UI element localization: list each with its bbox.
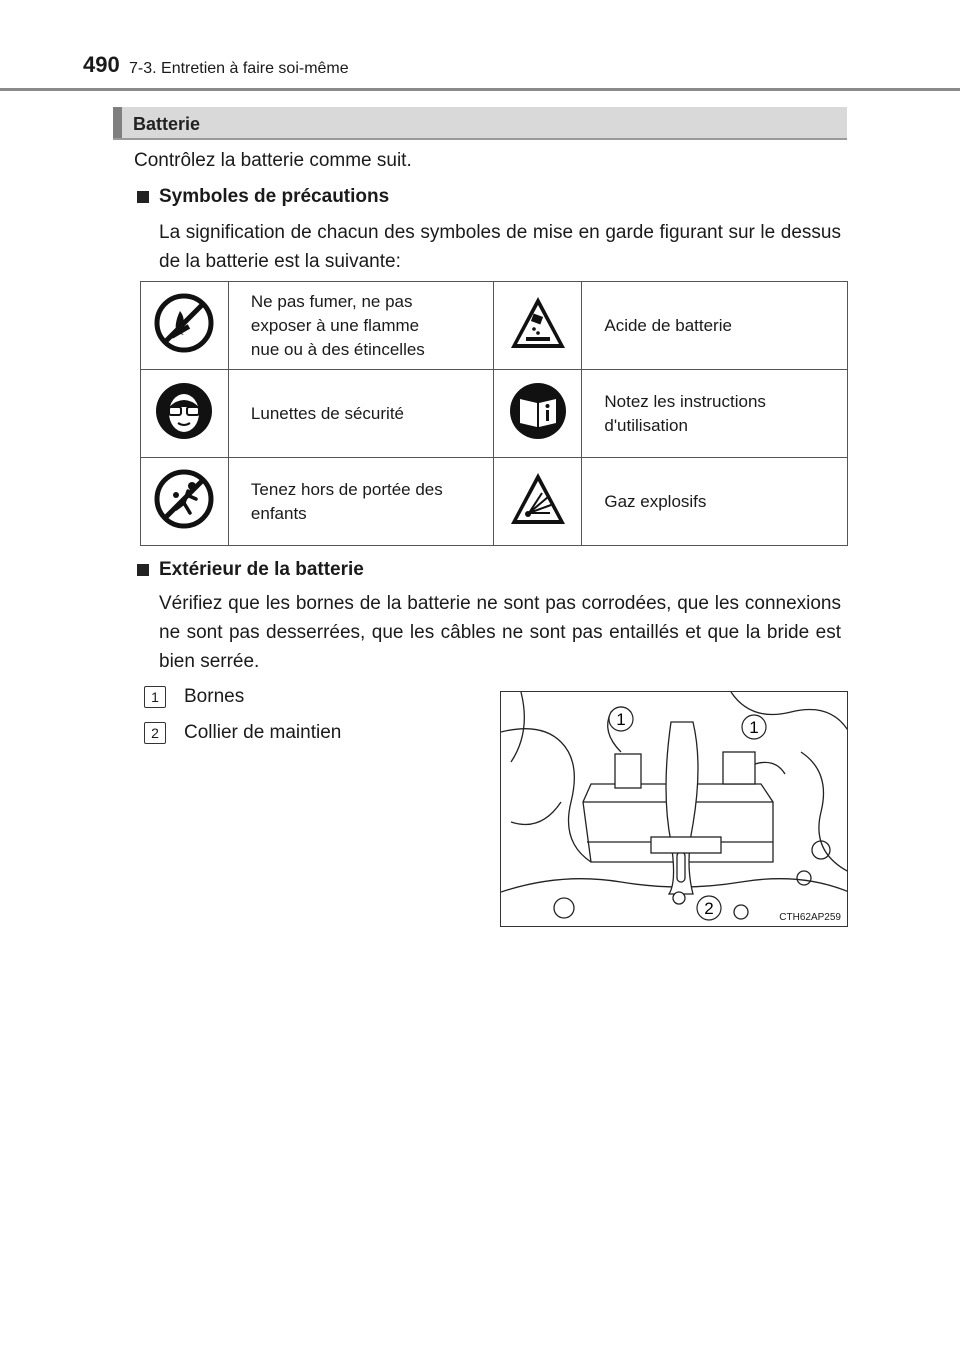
legend-label: Collier de maintien (184, 722, 342, 743)
symbol-description (582, 370, 848, 458)
symbol-line: Lunettes de sécurité (250, 403, 405, 423)
table-row (141, 370, 848, 458)
callout-label: 1 (749, 718, 759, 737)
no-smoking-flame-icon (154, 293, 214, 353)
battery-acid-icon (508, 293, 568, 353)
icon-cell (141, 370, 229, 458)
symbols-heading-text: Symboles de précautions (159, 186, 390, 207)
symbol-line: enfants (250, 503, 307, 523)
figure-code: CTH62AP259 (779, 912, 841, 923)
table-row (141, 458, 848, 546)
bullet-square-icon (137, 191, 149, 203)
legend-item (144, 686, 244, 708)
symbol-description (582, 282, 848, 370)
section-accent (113, 107, 122, 138)
exterior-heading-text: Extérieur de la batterie (159, 559, 364, 580)
symbol-line: Tenez hors de portée des (250, 479, 443, 499)
battery-drawing (501, 692, 848, 927)
symbol-line: exposer à une flamme (250, 315, 420, 335)
symbols-heading (137, 186, 389, 208)
callout-label: 1 (616, 710, 626, 729)
exterior-heading (137, 559, 364, 581)
battery-illustration (500, 691, 848, 927)
exterior-description: Vérifiez que les bornes de la batterie ne sont pas corrodées, que les connexions ne sont pas desserrées, que les câbles ne sont pas entaillés et que la bride est bien serrée. (159, 593, 841, 672)
icon-cell (494, 458, 582, 546)
section-title: Batterie (133, 114, 201, 134)
read-instructions-icon (508, 381, 568, 441)
safety-glasses-icon (154, 381, 214, 441)
chapter-title: 7-3. Entretien à faire soi-même (129, 60, 349, 77)
header-divider (0, 88, 960, 91)
section-header (113, 107, 847, 140)
icon-cell (141, 282, 229, 370)
symbols-description: La signification de chacun des symboles de mise en garde figurant sur le dessus de la batterie est la suivante: (159, 222, 841, 272)
legend-number: 2 (144, 722, 166, 744)
callout-label: 2 (704, 899, 714, 918)
icon-cell (494, 370, 582, 458)
icon-cell (141, 458, 229, 546)
table-row (141, 282, 848, 370)
symbol-line: d'utilisation (604, 415, 688, 435)
icon-cell (494, 282, 582, 370)
symbol-description (228, 458, 494, 546)
symbols-table (140, 281, 848, 546)
explosive-gas-icon (508, 469, 568, 529)
symbol-line: Acide de batterie (604, 315, 732, 335)
symbol-line: Ne pas fumer, ne pas (250, 291, 413, 311)
page-number: 490 (83, 52, 120, 77)
symbol-description (228, 282, 494, 370)
legend-label: Bornes (184, 686, 245, 707)
symbol-line: Notez les instructions (604, 391, 766, 411)
symbol-line: Gaz explosifs (604, 491, 707, 511)
legend-item (144, 722, 341, 744)
symbol-description (582, 458, 848, 546)
symbol-description (228, 370, 494, 458)
bullet-square-icon (137, 564, 149, 576)
keep-away-children-icon (154, 469, 214, 529)
intro-text: Contrôlez la batterie comme suit. (134, 150, 412, 171)
symbol-line: nue ou à des étincelles (250, 339, 425, 359)
legend-number: 1 (144, 686, 166, 708)
